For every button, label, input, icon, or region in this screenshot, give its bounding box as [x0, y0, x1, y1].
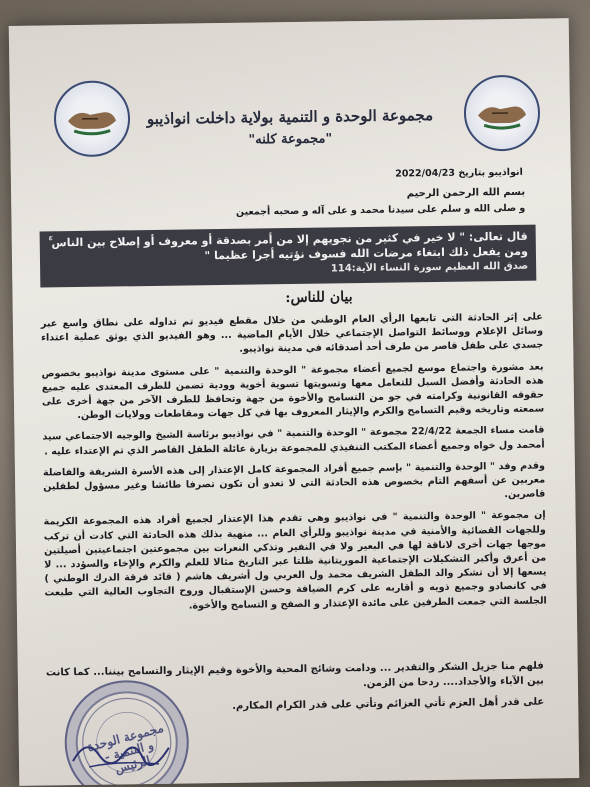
- organization-logo-right: [463, 75, 540, 152]
- handshake-icon: [474, 93, 531, 134]
- document-content: [9, 18, 580, 786]
- statement-title: بيان للناس:: [285, 289, 353, 307]
- quran-verse-box: [40, 225, 537, 288]
- paragraph: بعد مشورة واجتماع موسع لجميع أعضاء مجموعة " الوحدة والتنمية " على مستوى مدينة نواذيبو بخصوص هذه الحادثة وأفضل السبل للتعامل معها وتسويتها تسوية أخوية وودية تضمن للطرف المعتدى عليه جميع حقوقه القانونية وكرامته في جو من التسامح والأخوة من جهة وتحافظ للطرف الآخر من جهة أخرى على سمعته وتاريخه وقيم التسامح والكرم والإيثار المعروف بها في كل جهات ومقاطعات وولايات الوطن.: [41, 361, 545, 422]
- header-title: مجموعة الوحدة و التنمية بولاية داخلت انواذيبو: [146, 106, 434, 129]
- verse-source: صدق الله العظيم سورة النساء الآية:114: [330, 260, 529, 275]
- statement-body: [41, 311, 547, 623]
- organization-logo-left: [53, 80, 130, 157]
- document-paper: [9, 18, 580, 786]
- date-line: انواذيبو بتاريخ 2022/04/23: [395, 166, 523, 180]
- basmala: بسم الله الرحمن الرحيم: [406, 186, 526, 200]
- stamp-text: مجموعة الوحدة و التنمية - الرئيس: [85, 720, 166, 776]
- paragraph: على إثر الحادثة التي تابعها الرأي العام الوطني من خلال مقطع فيديو تم تداوله على نطاق واسع عبر وسائل الإعلام ووسائط التواصل الإجتماعي خلال الأيام الماضية ... وهو الفيديو الذي يوثق عملية اعتداء جسدي على طفل قاصر من طرف أحد أصدقائه في مدينة نواذيبو.: [40, 311, 544, 356]
- paragraph: وقدم وفد " الوحدة والتنمية " بإسم جميع أفراد المجموعة كامل الإعتذار إلى هذه الأسرة الشريفة والفاضلة معربين عن أسفهم التام بخصوص هذه الحادثة التي لا تعدو أن تكون تصرفا طائشا وغير مسؤول لطفلين قاصرين.: [42, 460, 546, 501]
- handshake-icon: [64, 98, 121, 139]
- closing-poem-line: على قدر أهل العزم تأتي العزائم وتأتي على قدر الكرام المكارم.: [232, 696, 545, 712]
- salat-line: و صلى الله و سلم على سيدنا محمد و على آله و صحبه أجمعين: [235, 202, 526, 218]
- header-subtitle: "مجموعة كلنه": [248, 131, 333, 148]
- handwritten-signature: [69, 730, 180, 776]
- paragraph: إن مجموعة " الوحدة والتنمية " في نواذيبو وهي تقدم هذا الإعتذار لجميع أفراد هذه المجموعة الكريمة وللجهات القضائية والأمنية في مدينة نواذيبو وللرأي العام ... منهية بذلك هذه الحادثة التي كادت أن تركب موجها جهات أخرى لاناقة لها في البعير ولا في النفير وتذكي النعرات بين مجموعتين اجتماعيتين أصيلتين من أعرق وأكبر التشكيلات الإجتماعية الموريتانية ظلتا عبر التاريخ مثالا للعلم والكرم والإخاء والسؤدد ... لا يسعها إلا أن تشكر والد الطفل الشريف محمد ول العربي ول أشريف هاشم ( قائد فرقة الدرك الوطني ) في كانصادو وجميع ذويه و أقاربه على كرم الضيافة وحسن الإستقبال وروح التجاوب العالية التي طبعت الجلسة التي جمعت الطرفين على مائدة الإعتذار و الصفح و التسامح والأخوة.: [43, 509, 547, 612]
- closing-paragraph: فلهم منا جزيل الشكر والتقدير ... ودامت وشائج المحبة والأخوة وقيم الإيثار والتسامح بيننا... كما كانت بين الآباء والأجداد.... ردحا من الزمن.: [45, 660, 544, 690]
- paragraph: قامت مساء الجمعة 22/4/22 مجموعة " الوحدة والتنمية " في نواذيبو برئاسة الشيخ والوجيه الاجتماعي سيد أمحمد ول خواه وجميع أعضاء المكتب التنفيذي للمجموعة بزيارة عائلة الطفل القاصر الذي تم الإعتداء عليه .: [42, 424, 545, 458]
- verse-text: قال تعالى: " لا خير في كثير من نجويهم إلا من أمر بصدقة أو معروف أو إصلاح بين الناس ۚ ومن يفعل ذلك ابتغاء مرضات الله فسوف نؤتيه أجرا عظيما ": [48, 229, 529, 263]
